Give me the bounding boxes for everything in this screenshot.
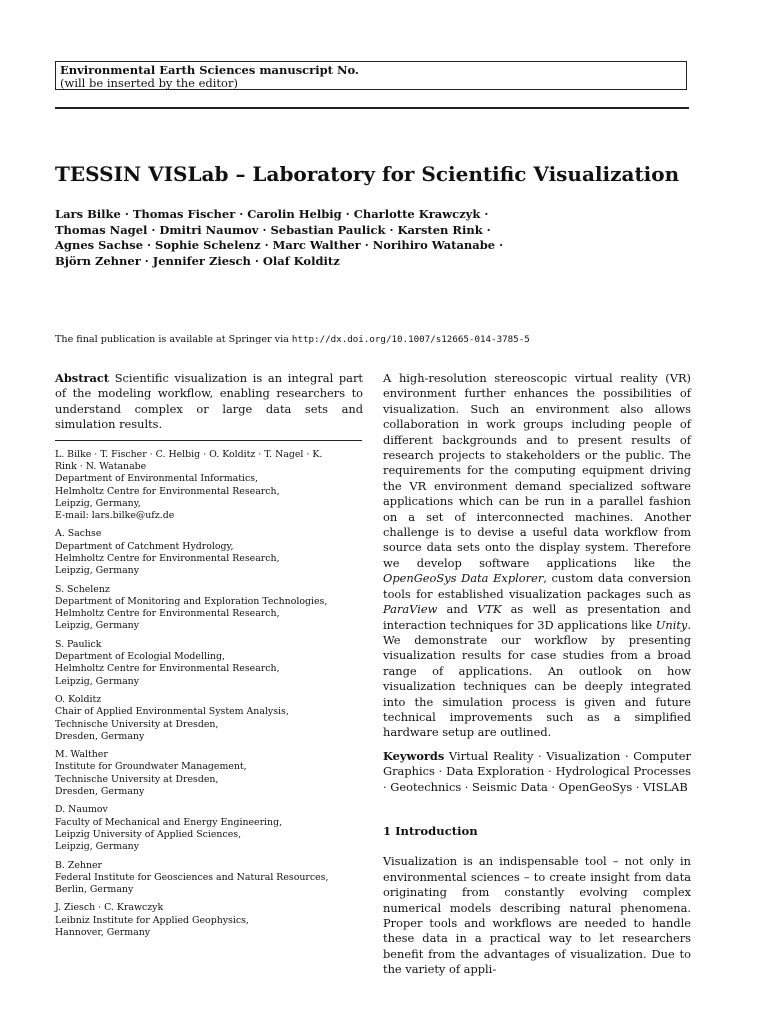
software-name: OpenGeoSys Data Explorer: [383, 571, 544, 586]
author-line: Björn Zehner · Jennifer Ziesch · Olaf Kolditz: [55, 253, 340, 268]
affiliation-line: Dresden, Germany: [55, 730, 145, 742]
editor-note: (will be inserted by the editor): [60, 76, 238, 90]
affiliation-line: S. Schelenz: [55, 583, 110, 595]
affiliation-line: J. Ziesch · C. Krawczyk: [55, 902, 164, 914]
abstract-text-part: , custom data conversion tools for established visualization packages such as: [383, 571, 691, 601]
abstract-text-part: and: [437, 602, 478, 617]
abstract-text-part: as well as presentation and interaction techniques for 3D applications like: [383, 602, 691, 632]
affiliation-line: Institute for Groundwater Management,: [55, 761, 247, 773]
affiliation-line: Federal Institute for Geosciences and Natural Resources,: [55, 871, 329, 883]
affiliation-line: Department of Monitoring and Exploration Technologies,: [55, 595, 328, 607]
affiliation-line: L. Bilke · T. Fischer · C. Helbig · O. Kolditz · T. Nagel · K.: [55, 448, 323, 460]
keywords: [383, 749, 691, 795]
abstract-text-part: A high-resolution stereoscopic virtual reality (VR) environment further enhances the possibilities of visualization. Such an environment also allows collaboration in work groups including people of different backgrounds and to present results of research projects to stakeholders or the public. The requirements for the computing equipment driving the VR environment demand specialized software applications which can be run in a parallel fashion on a set of interconnected machines. Another challenge is to devise a useful data workflow from source data sets onto the display system. Therefore we develop software applications like the: [383, 371, 691, 570]
affiliation-block: [55, 749, 363, 798]
abstract-text-part: . We demonstrate our workflow by presenting visualization results for case studies from a broad range of applications. An outlook on how visualization techniques can be deeply integrated into the simulation process is given and future technical improvements such as a simplified hardware setup are outlined.: [383, 617, 691, 740]
affiliation-line: Leipzig University of Applied Sciences,: [55, 828, 242, 840]
affiliation-line: Helmholtz Centre for Environmental Research,: [55, 608, 280, 620]
affiliation-line: Department of Environmental Informatics,: [55, 473, 258, 485]
affiliation-line: Technische University at Dresden,: [55, 773, 219, 785]
abstract: [55, 371, 363, 433]
journal-header-box: [55, 61, 687, 90]
section-heading-introduction: 1 Introduction: [383, 823, 478, 838]
affiliation-line: Leipzig, Germany: [55, 675, 140, 687]
affiliation-block: [55, 860, 363, 897]
affiliation-line: S. Paulick: [55, 638, 102, 650]
affiliation-line: Department of Catchment Hydrology,: [55, 540, 234, 552]
affiliation-line: B. Zehner: [55, 859, 103, 871]
affiliation-line: Helmholtz Centre for Environmental Research,: [55, 485, 280, 497]
affiliation-line: M. Walther: [55, 749, 108, 761]
affiliation-line: Dresden, Germany: [55, 786, 145, 798]
affiliation-line: Hannover, Germany: [55, 927, 151, 939]
affiliation-line: D. Naumov: [55, 804, 108, 816]
affiliation-line: Leibniz Institute for Applied Geophysics,: [55, 914, 249, 926]
affiliation-line: Berlin, Germany: [55, 884, 134, 896]
spacer: [383, 741, 691, 749]
software-name: VTK: [477, 602, 502, 617]
affiliation-block: [55, 639, 363, 688]
left-column: [55, 371, 363, 945]
affiliation-line: Helmholtz Centre for Environmental Research,: [55, 553, 280, 564]
affiliation-list: [55, 449, 363, 940]
author-line: Agnes Sachse · Sophie Schelenz · Marc Walther · Norihiro Watanabe ·: [55, 238, 504, 252]
affiliation-line: O. Kolditz: [55, 693, 102, 705]
affiliation-line: Leipzig, Germany: [55, 565, 140, 577]
right-column: [383, 371, 691, 978]
publication-note-text: The final publication is available at Springer via: [55, 334, 292, 345]
abstract-text: Scientific visualization is an integral part of the modeling workflow, enabling researchers to understand complex or large data sets and simulation results.: [55, 371, 363, 432]
affiliation-block: [55, 902, 363, 939]
affiliation-line: Leipzig, Germany,: [55, 497, 141, 509]
keywords-text: Virtual Reality · Visualization · Computer Graphics · Data Exploration · Hydrological Processes · Geotechnics · Seismic Data · OpenGeoSys · VISLAB: [383, 748, 691, 794]
affiliation-block: [55, 804, 363, 853]
publication-note: [55, 334, 735, 345]
affiliation-line: Rink · N. Watanabe: [55, 460, 147, 472]
affiliation-block: [55, 694, 363, 743]
affiliation-line: Helmholtz Centre for Environmental Research,: [55, 663, 280, 675]
affiliation-line: Faculty of Mechanical and Energy Engineering,: [55, 816, 283, 828]
abstract-label: Abstract: [55, 371, 110, 385]
author-list: [55, 207, 655, 269]
software-name: ParaView: [383, 602, 438, 617]
affiliation-line: A. Sachse: [55, 528, 102, 540]
affiliation-line: Chair of Applied Environmental System Analysis,: [55, 706, 289, 718]
author-line: Lars Bilke · Thomas Fischer · Carolin Helbig · Charlotte Krawczyk ·: [55, 207, 489, 221]
affiliation-line: Leipzig, Germany: [55, 841, 140, 853]
software-name: Unity: [655, 617, 688, 632]
affiliation-block: [55, 584, 363, 633]
affiliation-block: [55, 449, 363, 523]
paper-title: TESSIN VISLab – Laboratory for Scientific Visualization: [55, 162, 680, 186]
affiliation-line: Department of Ecologial Modelling,: [55, 651, 225, 663]
affiliation-block: [55, 528, 363, 577]
header-rule: [55, 107, 689, 109]
affiliation-rule: [55, 440, 362, 441]
author-line: Thomas Nagel · Dmitri Naumov · Sebastian Paulick · Karsten Rink ·: [55, 222, 491, 237]
affiliation-line: Technische University at Dresden,: [55, 718, 219, 730]
doi-link[interactable]: http://dx.doi.org/10.1007/s12665-014-3785-5: [291, 334, 530, 345]
affiliation-line: Leipzig, Germany: [55, 620, 140, 632]
keywords-label: Keywords: [383, 748, 445, 763]
introduction-text: Visualization is an indispensable tool – not only in environmental sciences – to create insight from data originating from constantly evolving complex numerical models describing natural phenomena. Proper tools and workflows are needed to handle these data in a practical way to let researchers benefit from the advantages of visualization. Due to the variety of appli-: [383, 854, 691, 977]
journal-name: Environmental Earth Sciences manuscript No.: [60, 63, 359, 77]
affiliation-line: E-mail: lars.bilke@ufz.de: [55, 510, 175, 522]
abstract-continuation: [383, 371, 691, 741]
